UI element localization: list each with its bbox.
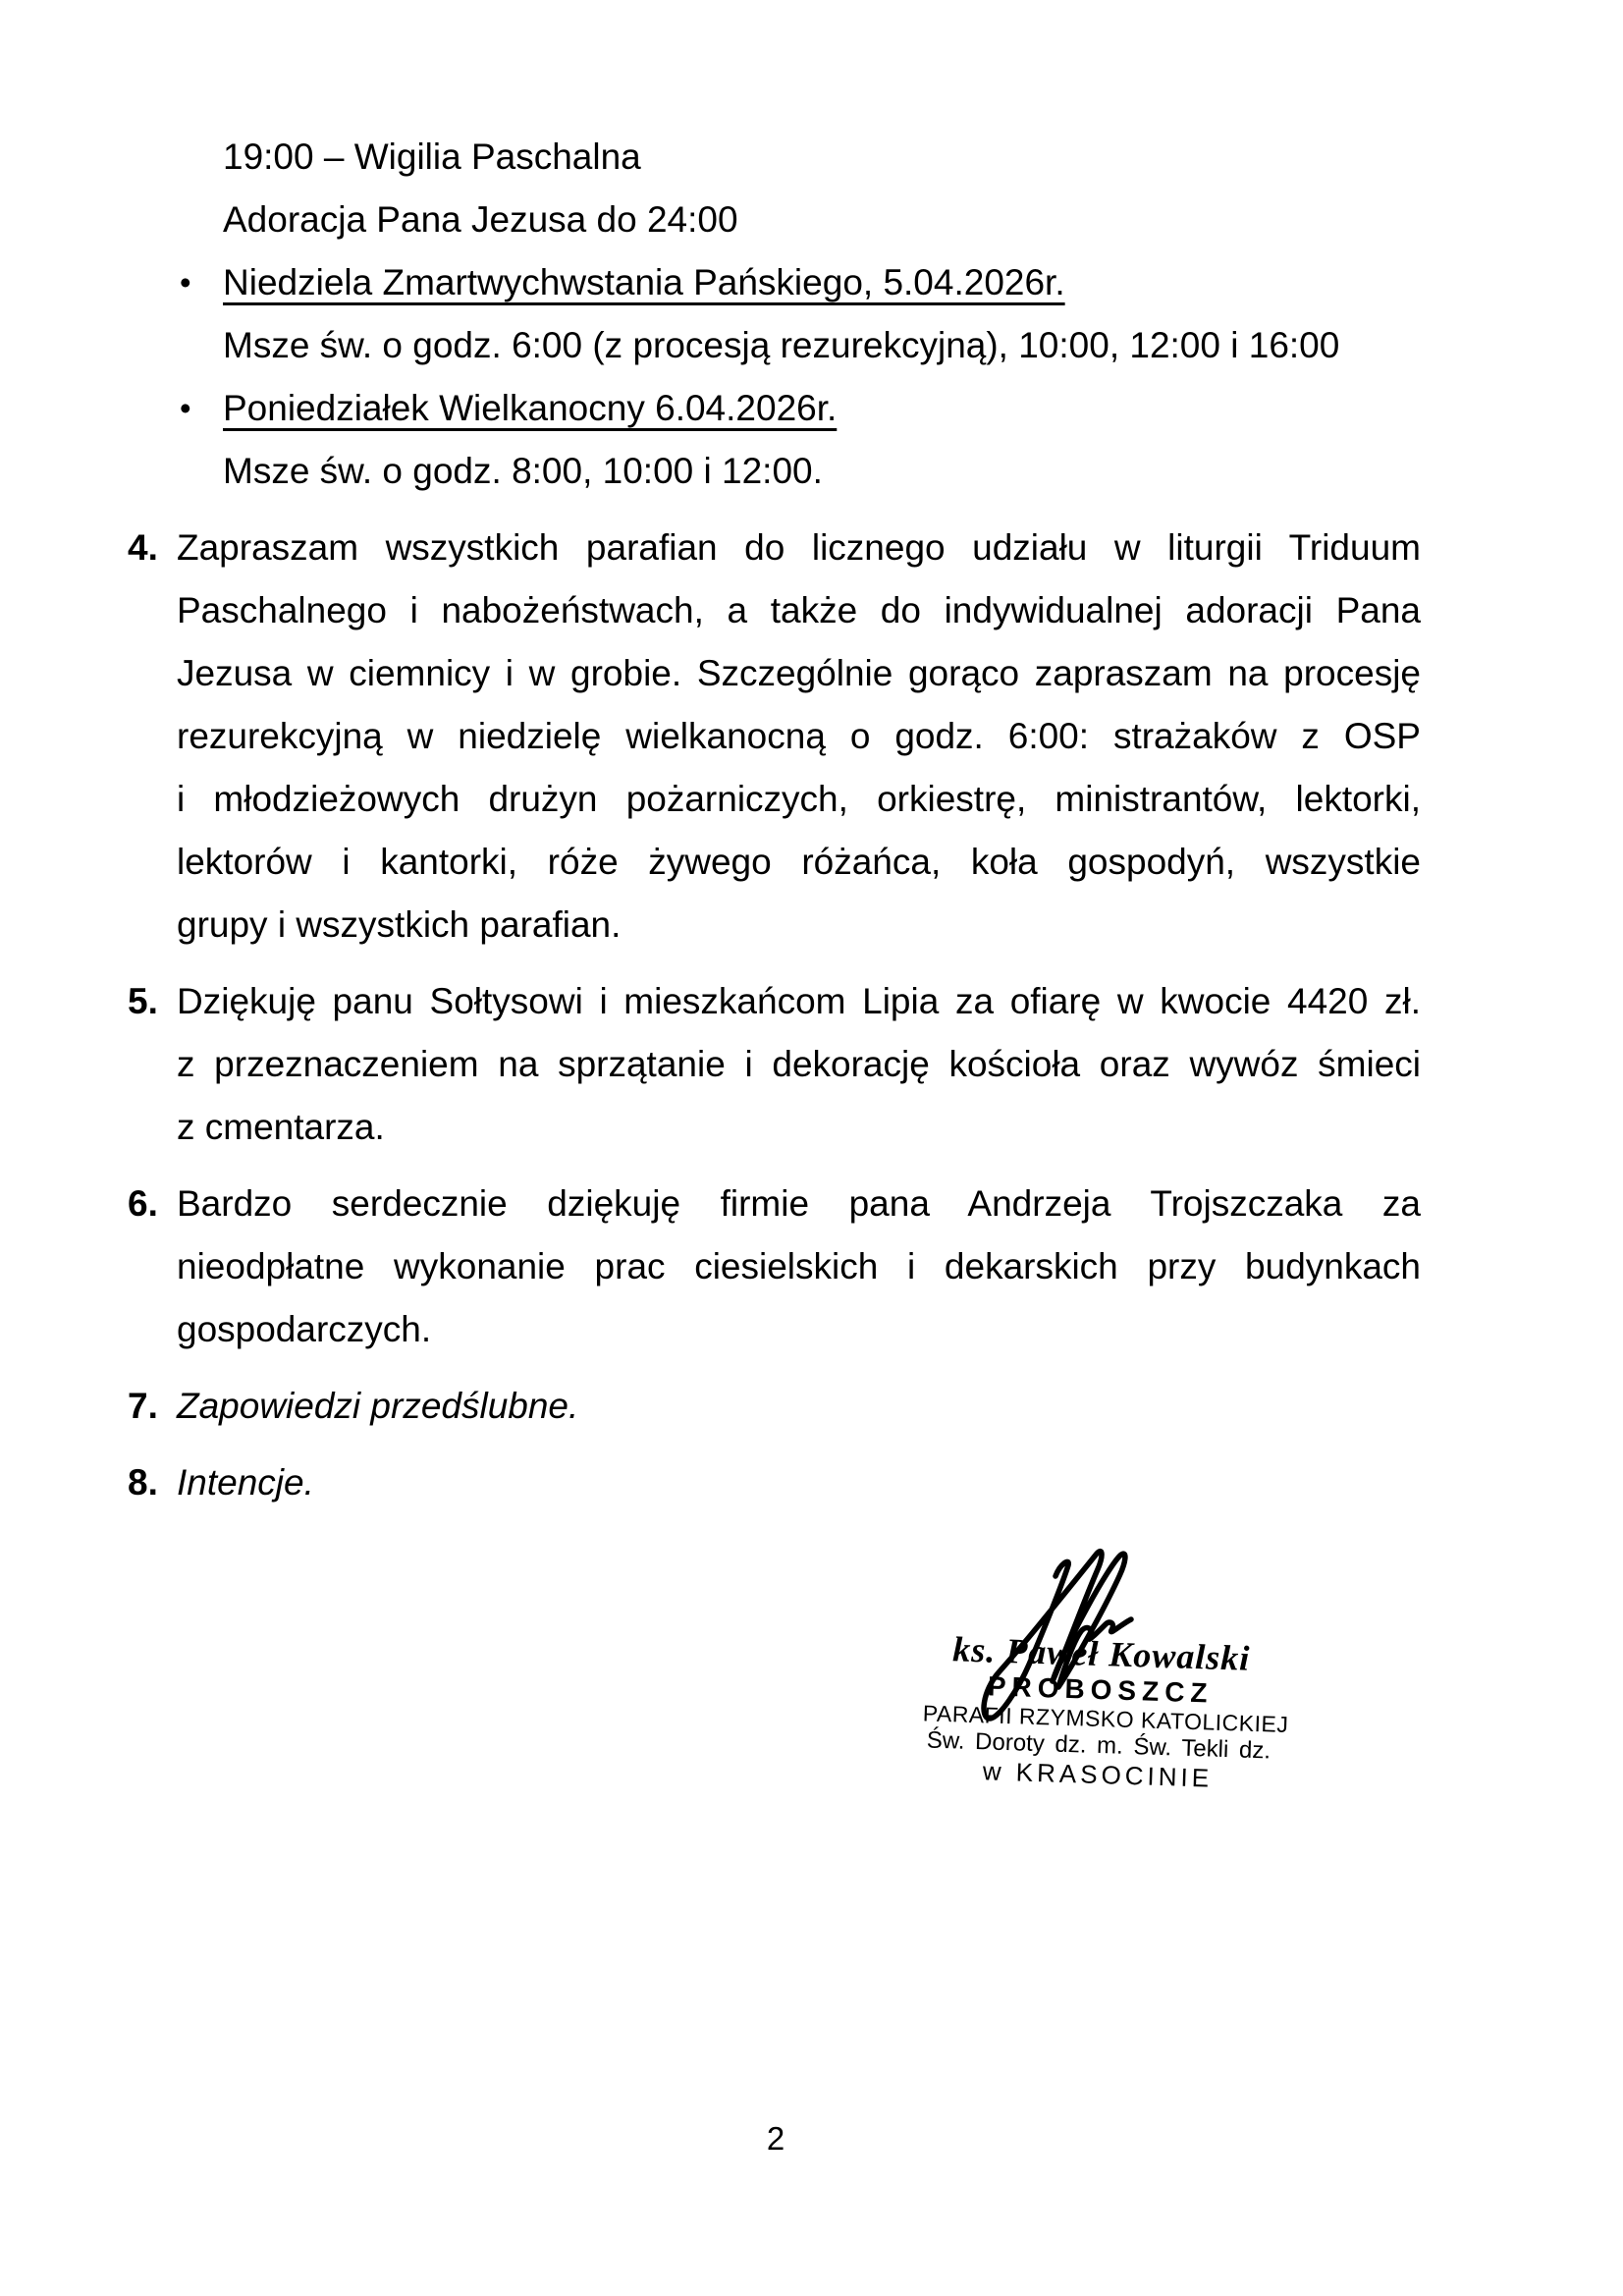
schedule-bullet-title: Niedziela Zmartwychwstania Pańskiego, 5.04.2026r.	[223, 262, 1065, 302]
text-line: i młodzieżowych drużyn pożarniczych, orkiestrę, ministrantów, lektorki,	[177, 779, 1421, 819]
schedule-bullet-detail: Msze św. o godz. 6:00 (z procesją rezurekcyjną), 10:00, 12:00 i 16:00	[223, 325, 1340, 365]
item-text	[177, 1375, 1421, 1438]
schedule-bullet-item	[180, 377, 1421, 503]
stamp-parish-line-2: Św. Doroty dz. m. Św. Tekli dz.	[926, 1726, 1271, 1765]
text-line: Paschalnego i nabożeństwach, a także do indywidualnej adoracji Pana	[177, 590, 1421, 630]
schedule-bullet-body	[223, 377, 837, 503]
text-line: Dziękuję panu Sołtysowi i mieszkańcom Lipia za ofiarę w kwocie 4420 zł.	[177, 981, 1421, 1021]
stamp-priest-name: ks. Paweł Kowalski	[951, 1629, 1251, 1678]
schedule-bullet-body	[223, 251, 1339, 377]
text-line: z przeznaczeniem na sprzątanie i dekorację kościoła oraz wywóz śmieci	[177, 1044, 1421, 1084]
text-line: rezurekcyjną w niedzielę wielkanocną o godz. 6:00: strażaków z OSP	[177, 716, 1421, 756]
announcement-item	[128, 1451, 1421, 1514]
item-text	[177, 970, 1421, 1159]
text-line: z cmentarza.	[177, 1107, 385, 1147]
item-number: 6.	[128, 1183, 158, 1224]
text-line: Zapraszam wszystkich parafian do licznego udziału w liturgii Triduum	[177, 527, 1421, 568]
announcement-item	[128, 970, 1421, 1159]
bullet-icon: •	[180, 390, 191, 426]
schedule-line: 19:00 – Wigilia Paschalna	[223, 137, 641, 177]
text-line: gospodarczych.	[177, 1309, 432, 1349]
item-text	[177, 1173, 1421, 1361]
item-number: 5.	[128, 981, 158, 1021]
schedule-line: Adoracja Pana Jezusa do 24:00	[223, 199, 738, 240]
priest-stamp	[921, 1629, 1289, 1793]
item-text	[177, 1451, 1421, 1514]
page-number: 2	[766, 2120, 785, 2157]
text-line: Bardzo serdecznie dziękuję firmie pana Andrzeja Trojszczaka za	[177, 1183, 1421, 1224]
announcement-item	[128, 1173, 1421, 1361]
item-number: 8.	[128, 1462, 158, 1503]
text-line: grupy i wszystkich parafian.	[177, 904, 622, 945]
easter-schedule-block	[128, 126, 1421, 503]
stamp-parish-line-1: PARAFII RZYMSKO KATOLICKIEJ	[922, 1700, 1289, 1738]
announcement-item	[128, 517, 1421, 957]
schedule-bullet-title: Poniedziałek Wielkanocny 6.04.2026r.	[223, 388, 838, 428]
stamp-role-title: PROBOSZCZ	[987, 1670, 1215, 1709]
item-number: 4.	[128, 527, 158, 568]
text-line: Zapowiedzi przedślubne.	[177, 1386, 579, 1426]
text-line: Jezusa w ciemnicy i w grobie. Szczególnie gorąco zapraszam na procesję	[177, 653, 1421, 693]
document-content	[128, 126, 1421, 1514]
item-text	[177, 517, 1421, 957]
text-line: nieodpłatne wykonanie prac ciesielskich i dekarskich przy budynkach	[177, 1246, 1421, 1286]
bullet-icon: •	[180, 264, 191, 301]
text-line: lektorów i kantorki, róże żywego różańca, koła gospodyń, wszystkie	[177, 842, 1421, 882]
schedule-bullet-detail: Msze św. o godz. 8:00, 10:00 i 12:00.	[223, 451, 823, 491]
item-number: 7.	[128, 1386, 158, 1426]
announcement-item	[128, 1375, 1421, 1438]
schedule-bullet-item	[180, 251, 1421, 377]
text-line: Intencje.	[177, 1462, 314, 1503]
announcement-list	[128, 517, 1421, 1514]
stamp-parish-line-3: w KRASOCINIE	[982, 1756, 1214, 1793]
